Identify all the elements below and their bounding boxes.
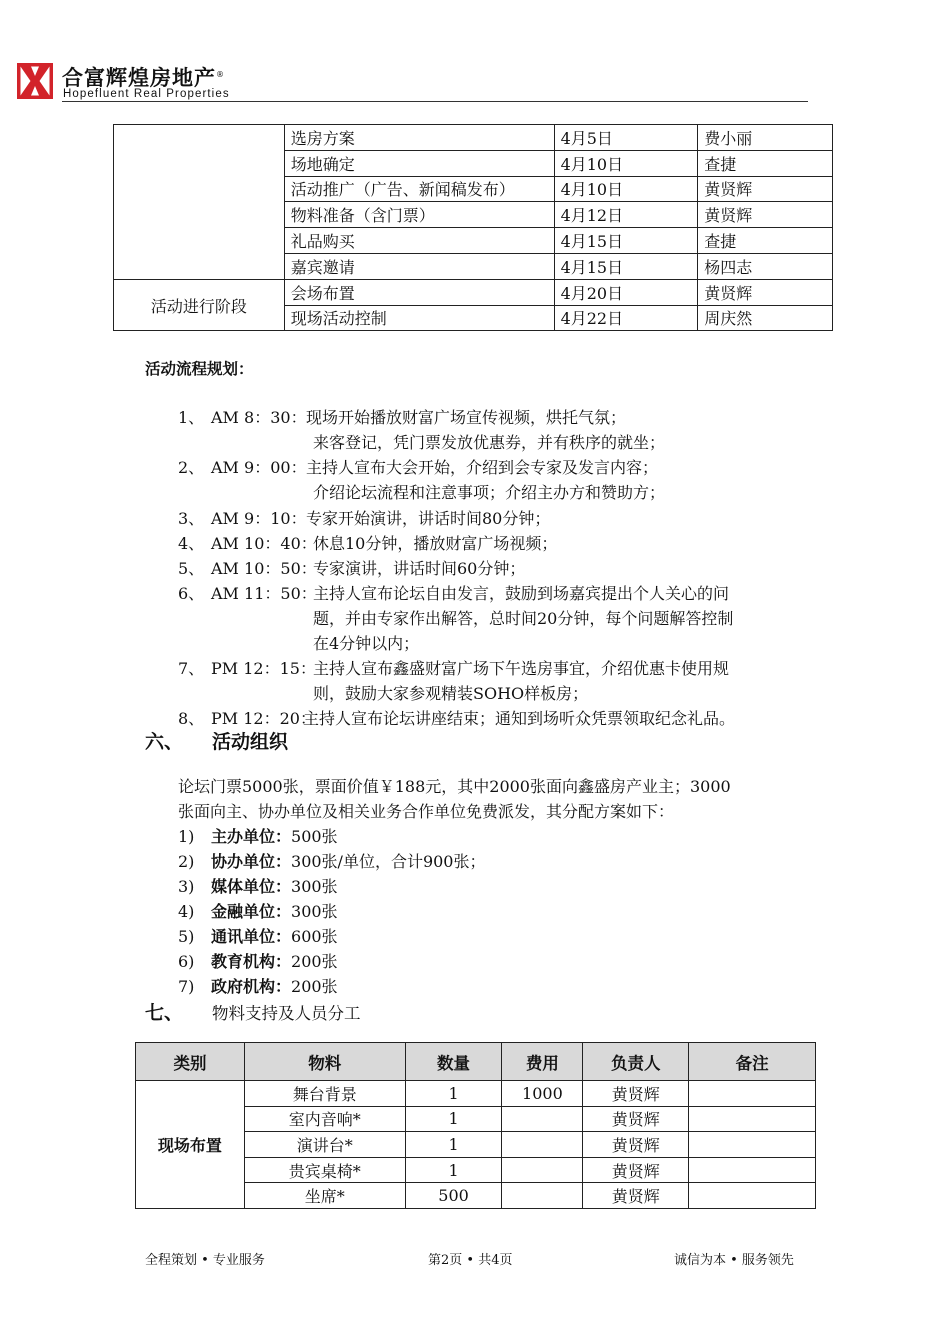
- schedule-date: 4月5日: [554, 125, 698, 151]
- schedule-task: 现场活动控制: [284, 305, 554, 331]
- schedule-phase-empty: [114, 125, 285, 280]
- materials-note: [689, 1081, 816, 1107]
- materials-owner: 黄贤辉: [583, 1081, 689, 1107]
- flow-item-text: 题，并由专家作出解答，总时间20分钟，每个问题解答控制: [313, 609, 734, 628]
- flow-item-text: 主持人宣布论坛讲座结束；通知到场听众凭票领取纪念礼品。: [303, 709, 736, 728]
- materials-column-header: 类别: [136, 1043, 245, 1081]
- allocation-item: [178, 974, 338, 997]
- allocation-item: [178, 874, 338, 897]
- materials-column-header: 物料: [244, 1043, 405, 1081]
- materials-item: 坐席*: [244, 1183, 405, 1209]
- materials-item: 室内音响*: [244, 1106, 405, 1132]
- flow-item-number: 7、: [178, 659, 205, 678]
- materials-item: 贵宾桌椅*: [244, 1157, 405, 1183]
- flow-item-text: 现场开始播放财富广场宣传视频，烘托气氛；: [306, 408, 627, 427]
- footer-left: 全程策划 • 专业服务: [145, 1253, 265, 1268]
- materials-qty: 1: [405, 1081, 502, 1107]
- allocation-number: 4): [178, 902, 195, 921]
- materials-item: 舞台背景: [244, 1081, 405, 1107]
- company-logo: [17, 63, 53, 99]
- flow-item-text: 来客登记，凭门票发放优惠券，并有秩序的就坐；: [313, 433, 666, 452]
- materials-qty: 1: [405, 1132, 502, 1158]
- brand-name-cn: 合富辉煌房地产®: [62, 66, 225, 90]
- schedule-date: 4月10日: [554, 150, 698, 176]
- materials-column-header: 备注: [689, 1043, 816, 1081]
- footer-right: 诚信为本 • 服务领先: [674, 1253, 794, 1268]
- header-divider: [62, 101, 808, 102]
- schedule-owner: 周庆然: [698, 305, 833, 331]
- materials-owner: 黄贤辉: [583, 1157, 689, 1183]
- section6-intro-line: 张面向主、协办单位及相关业务合作单位免费派发，其分配方案如下：: [178, 802, 675, 821]
- section6-intro-line: 论坛门票5000张，票面价值￥188元，其中2000张面向鑫盛房产业主；3000: [178, 777, 731, 796]
- flow-item-number: 2、: [178, 458, 205, 477]
- flow-item-number: 8、: [178, 709, 205, 728]
- allocation-label: 媒体单位：: [211, 877, 292, 896]
- flow-item-text: 专家开始演讲，讲话时间80分钟；: [306, 509, 551, 528]
- materials-item: 演讲台*: [244, 1132, 405, 1158]
- schedule-task: 嘉宾邀请: [284, 253, 554, 279]
- flow-item-text: 在4分钟以内；: [313, 634, 420, 653]
- flow-item-time: AM 9：00：: [211, 458, 307, 477]
- schedule-row: [114, 279, 833, 305]
- materials-column-header: 数量: [405, 1043, 502, 1081]
- allocation-item: [178, 924, 338, 947]
- flow-item-time: AM 10：50：: [211, 559, 317, 578]
- registered-mark: ®: [216, 70, 225, 79]
- schedule-date: 4月10日: [554, 176, 698, 202]
- flow-item-number: 3、: [178, 509, 205, 528]
- allocation-label: 通讯单位：: [211, 927, 292, 946]
- schedule-task: 选房方案: [284, 125, 554, 151]
- flow-item-number: 4、: [178, 534, 205, 553]
- section6-number: 六、: [145, 731, 184, 753]
- schedule-date: 4月15日: [554, 253, 698, 279]
- flow-item-time: PM 12：15：: [211, 659, 316, 678]
- materials-header-row: [136, 1043, 816, 1081]
- schedule-task: 活动推广（广告、新闻稿发布）: [284, 176, 554, 202]
- allocation-number: 3): [178, 877, 195, 896]
- schedule-date: 4月15日: [554, 228, 698, 254]
- allocation-number: 2): [178, 852, 195, 871]
- flow-item-time: AM 10：40：: [211, 534, 317, 553]
- allocation-label: 教育机构：: [211, 952, 292, 971]
- flow-item-text: 主持人宣布大会开始，介绍到会专家及发言内容；: [306, 458, 659, 477]
- allocation-item: [178, 899, 338, 922]
- schedule-owner: 查捷: [698, 150, 833, 176]
- allocation-number: 6): [178, 952, 195, 971]
- schedule-task: 场地确定: [284, 150, 554, 176]
- allocation-value: 300张: [291, 877, 338, 896]
- materials-qty: 1: [405, 1157, 502, 1183]
- materials-table: [135, 1042, 816, 1209]
- flow-item-time: AM 8：30：: [211, 408, 307, 427]
- schedule-owner: 查捷: [698, 228, 833, 254]
- flow-item-number: 5、: [178, 559, 205, 578]
- materials-column-header: 负责人: [583, 1043, 689, 1081]
- allocation-value: 300张/单位，合计900张；: [291, 852, 486, 871]
- allocation-value: 300张: [291, 902, 338, 921]
- materials-cost: [502, 1157, 583, 1183]
- materials-owner: 黄贤辉: [583, 1106, 689, 1132]
- schedule-task: 礼品购买: [284, 228, 554, 254]
- flow-item-text: 则，鼓励大家参观精装SOHO样板房；: [313, 684, 589, 703]
- schedule-owner: 费小丽: [698, 125, 833, 151]
- materials-note: [689, 1157, 816, 1183]
- materials-owner: 黄贤辉: [583, 1132, 689, 1158]
- flow-item-text: 专家演讲，讲话时间60分钟；: [313, 559, 526, 578]
- flow-item-text: 介绍论坛流程和注意事项；介绍主办方和赞助方；: [313, 483, 666, 502]
- materials-cost: [502, 1132, 583, 1158]
- flow-item-time: AM 11：50：: [211, 584, 317, 603]
- allocation-number: 1): [178, 827, 195, 846]
- allocation-item: [178, 949, 338, 972]
- section7-number: 七、: [145, 1002, 184, 1024]
- materials-qty: 1: [405, 1106, 502, 1132]
- flow-item-number: 1、: [178, 408, 205, 427]
- materials-owner: 黄贤辉: [583, 1183, 689, 1209]
- materials-qty: 500: [405, 1183, 502, 1209]
- materials-note: [689, 1106, 816, 1132]
- schedule-date: 4月20日: [554, 279, 698, 305]
- schedule-owner: 杨四志: [698, 253, 833, 279]
- allocation-value: 200张: [291, 977, 338, 996]
- footer-page-number: 第2页 • 共4页: [428, 1253, 513, 1268]
- materials-note: [689, 1183, 816, 1209]
- schedule-row: [114, 125, 833, 151]
- allocation-value: 500张: [291, 827, 338, 846]
- flow-heading: 活动流程规划：: [145, 360, 254, 378]
- schedule-task: 会场布置: [284, 279, 554, 305]
- allocation-label: 政府机构：: [211, 977, 292, 996]
- materials-cost: 1000: [502, 1081, 583, 1107]
- section6-title: 活动组织: [212, 731, 289, 753]
- allocation-number: 7): [178, 977, 195, 996]
- materials-note: [689, 1132, 816, 1158]
- allocation-number: 5): [178, 927, 195, 946]
- allocation-label: 主办单位：: [211, 827, 292, 846]
- allocation-item: [178, 849, 486, 872]
- materials-category: 现场布置: [136, 1081, 245, 1209]
- flow-item-time: PM 12：20：: [211, 709, 316, 728]
- materials-cost: [502, 1183, 583, 1209]
- flow-item-text: 主持人宣布论坛自由发言，鼓励到场嘉宾提出个人关心的问: [313, 584, 730, 603]
- materials-row: [136, 1081, 816, 1107]
- brand-name-en: Hopefluent Real Properties: [63, 88, 230, 100]
- schedule-task: 物料准备（含门票）: [284, 202, 554, 228]
- allocation-value: 600张: [291, 927, 338, 946]
- schedule-date: 4月12日: [554, 202, 698, 228]
- schedule-owner: 黄贤辉: [698, 279, 833, 305]
- allocation-label: 金融单位：: [211, 902, 292, 921]
- schedule-date: 4月22日: [554, 305, 698, 331]
- schedule-owner: 黄贤辉: [698, 202, 833, 228]
- flow-item-time: AM 9：10：: [211, 509, 307, 528]
- schedule-phase-label: 活动进行阶段: [114, 279, 285, 331]
- flow-item-number: 6、: [178, 584, 205, 603]
- materials-cost: [502, 1106, 583, 1132]
- allocation-value: 200张: [291, 952, 338, 971]
- allocation-item: [178, 824, 338, 847]
- materials-column-header: 费用: [502, 1043, 583, 1081]
- schedule-table: [113, 124, 833, 331]
- flow-item-text: 休息10分钟，播放财富广场视频；: [313, 534, 558, 553]
- allocation-label: 协办单位：: [211, 852, 292, 871]
- schedule-owner: 黄贤辉: [698, 176, 833, 202]
- section7-title: 物料支持及人员分工: [212, 1004, 361, 1023]
- flow-item-text: 主持人宣布鑫盛财富广场下午选房事宜，介绍优惠卡使用规: [313, 659, 730, 678]
